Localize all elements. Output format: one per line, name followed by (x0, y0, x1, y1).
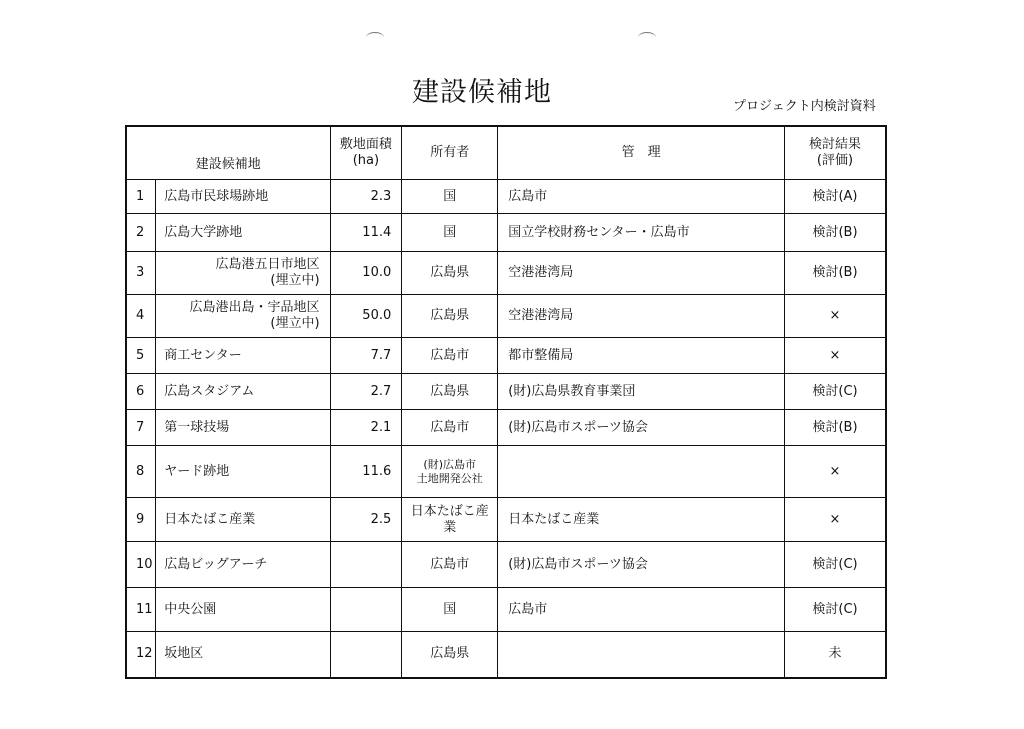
table-row (126, 542, 886, 588)
site-evaluation: × (784, 446, 886, 498)
table-header-row (126, 126, 886, 180)
site-owner: 広島県 (402, 632, 498, 678)
site-evaluation: × (784, 498, 886, 542)
site-management: 空港港湾局 (498, 252, 785, 295)
site-name: 広島ビッグアーチ (156, 542, 330, 588)
header-owner-label: 所有者 (430, 145, 470, 160)
site-evaluation: × (784, 295, 886, 338)
row-number: 9 (126, 498, 156, 542)
site-name: 商工センター (156, 338, 330, 374)
header-area-label: 敷地面積 (339, 137, 392, 152)
site-owner: 国 (402, 180, 498, 214)
row-number: 11 (126, 588, 156, 632)
site-name (156, 295, 330, 338)
table-row (126, 180, 886, 214)
site-management: 都市整備局 (498, 338, 785, 374)
site-owner: 広島市 (402, 410, 498, 446)
site-area: 2.1 (330, 410, 402, 446)
table-row (126, 214, 886, 252)
site-owner-line: 日本たばこ産 (410, 503, 489, 519)
table-row (126, 295, 886, 338)
header-management-label: 管 理 (621, 145, 661, 160)
site-name: 広島市民球場跡地 (156, 180, 330, 214)
table-row (126, 374, 886, 410)
site-owner: 広島市 (402, 542, 498, 588)
site-area: 10.0 (330, 252, 402, 295)
site-area: 11.4 (330, 214, 402, 252)
site-management: (財)広島市スポーツ協会 (498, 542, 785, 588)
site-evaluation: 検討(C) (784, 588, 886, 632)
site-name: 広島スタジアム (156, 374, 330, 410)
row-number: 8 (126, 446, 156, 498)
table-row (126, 498, 886, 542)
site-evaluation: 未 (784, 632, 886, 678)
site-area: 2.5 (330, 498, 402, 542)
header-site (126, 126, 330, 180)
site-management: 広島市 (498, 180, 785, 214)
header-owner (402, 126, 498, 180)
header-area-unit: (ha) (352, 153, 380, 168)
row-number: 12 (126, 632, 156, 678)
site-area: 2.3 (330, 180, 402, 214)
site-owner: 国 (402, 214, 498, 252)
table-row (126, 252, 886, 295)
table-row (126, 446, 886, 498)
header-evaluation-label: 検討結果 (808, 137, 861, 152)
site-area (330, 542, 402, 588)
document-subtitle: プロジェクト内検討資料 (733, 99, 876, 114)
row-number: 5 (126, 338, 156, 374)
site-evaluation: × (784, 338, 886, 374)
header-evaluation-sub: (評価) (816, 153, 854, 168)
page-title: 建設候補地 (412, 77, 552, 108)
site-management: (財)広島市スポーツ協会 (498, 410, 785, 446)
site-area: 11.6 (330, 446, 402, 498)
site-area (330, 632, 402, 678)
site-management: 広島市 (498, 588, 785, 632)
site-evaluation: 検討(C) (784, 374, 886, 410)
site-owner: 広島県 (402, 374, 498, 410)
site-evaluation: 検討(B) (784, 410, 886, 446)
site-name: 広島大学跡地 (156, 214, 330, 252)
punch-hole-mark (638, 32, 656, 43)
site-management: 国立学校財務センター・広島市 (498, 214, 785, 252)
candidate-sites-table (125, 125, 887, 679)
site-area (330, 588, 402, 632)
site-owner (402, 446, 498, 498)
site-owner (402, 498, 498, 542)
row-number: 2 (126, 214, 156, 252)
site-name: 第一球技場 (156, 410, 330, 446)
table-row (126, 338, 886, 374)
site-area: 50.0 (330, 295, 402, 338)
table-row (126, 632, 886, 678)
site-name (156, 252, 330, 295)
row-number: 10 (126, 542, 156, 588)
header-area (330, 126, 402, 180)
site-management: 空港港湾局 (498, 295, 785, 338)
site-owner: 国 (402, 588, 498, 632)
table-row (126, 410, 886, 446)
site-evaluation: 検討(C) (784, 542, 886, 588)
row-number: 7 (126, 410, 156, 446)
site-management (498, 446, 785, 498)
header-evaluation (784, 126, 886, 180)
site-area: 2.7 (330, 374, 402, 410)
site-area: 7.7 (330, 338, 402, 374)
row-number: 1 (126, 180, 156, 214)
site-name-note: (埋立中) (270, 273, 320, 288)
site-name: ヤード跡地 (156, 446, 330, 498)
header-site-label: 建設候補地 (195, 157, 261, 172)
site-owner-line: 業 (443, 519, 457, 535)
site-owner: 広島市 (402, 338, 498, 374)
site-name: 坂地区 (156, 632, 330, 678)
row-number: 6 (126, 374, 156, 410)
row-number: 3 (126, 252, 156, 295)
site-owner-line: 土地開発公社 (416, 471, 483, 485)
site-name: 日本たばこ産業 (156, 498, 330, 542)
site-name: 中央公園 (156, 588, 330, 632)
site-management: 日本たばこ産業 (498, 498, 785, 542)
site-evaluation: 検討(B) (784, 252, 886, 295)
site-owner: 広島県 (402, 295, 498, 338)
site-name-note: (埋立中) (270, 316, 320, 331)
site-owner: 広島県 (402, 252, 498, 295)
site-management (498, 632, 785, 678)
row-number: 4 (126, 295, 156, 338)
site-evaluation: 検討(B) (784, 214, 886, 252)
site-name-line: 広島港出島・宇品地区 (189, 300, 320, 315)
table-row (126, 588, 886, 632)
punch-hole-mark (366, 32, 384, 43)
site-name-line: 広島港五日市地区 (215, 257, 320, 272)
site-evaluation: 検討(A) (784, 180, 886, 214)
header-management (498, 126, 785, 180)
site-management: (財)広島県教育事業団 (498, 374, 785, 410)
site-owner-line: (財)広島市 (423, 457, 477, 471)
